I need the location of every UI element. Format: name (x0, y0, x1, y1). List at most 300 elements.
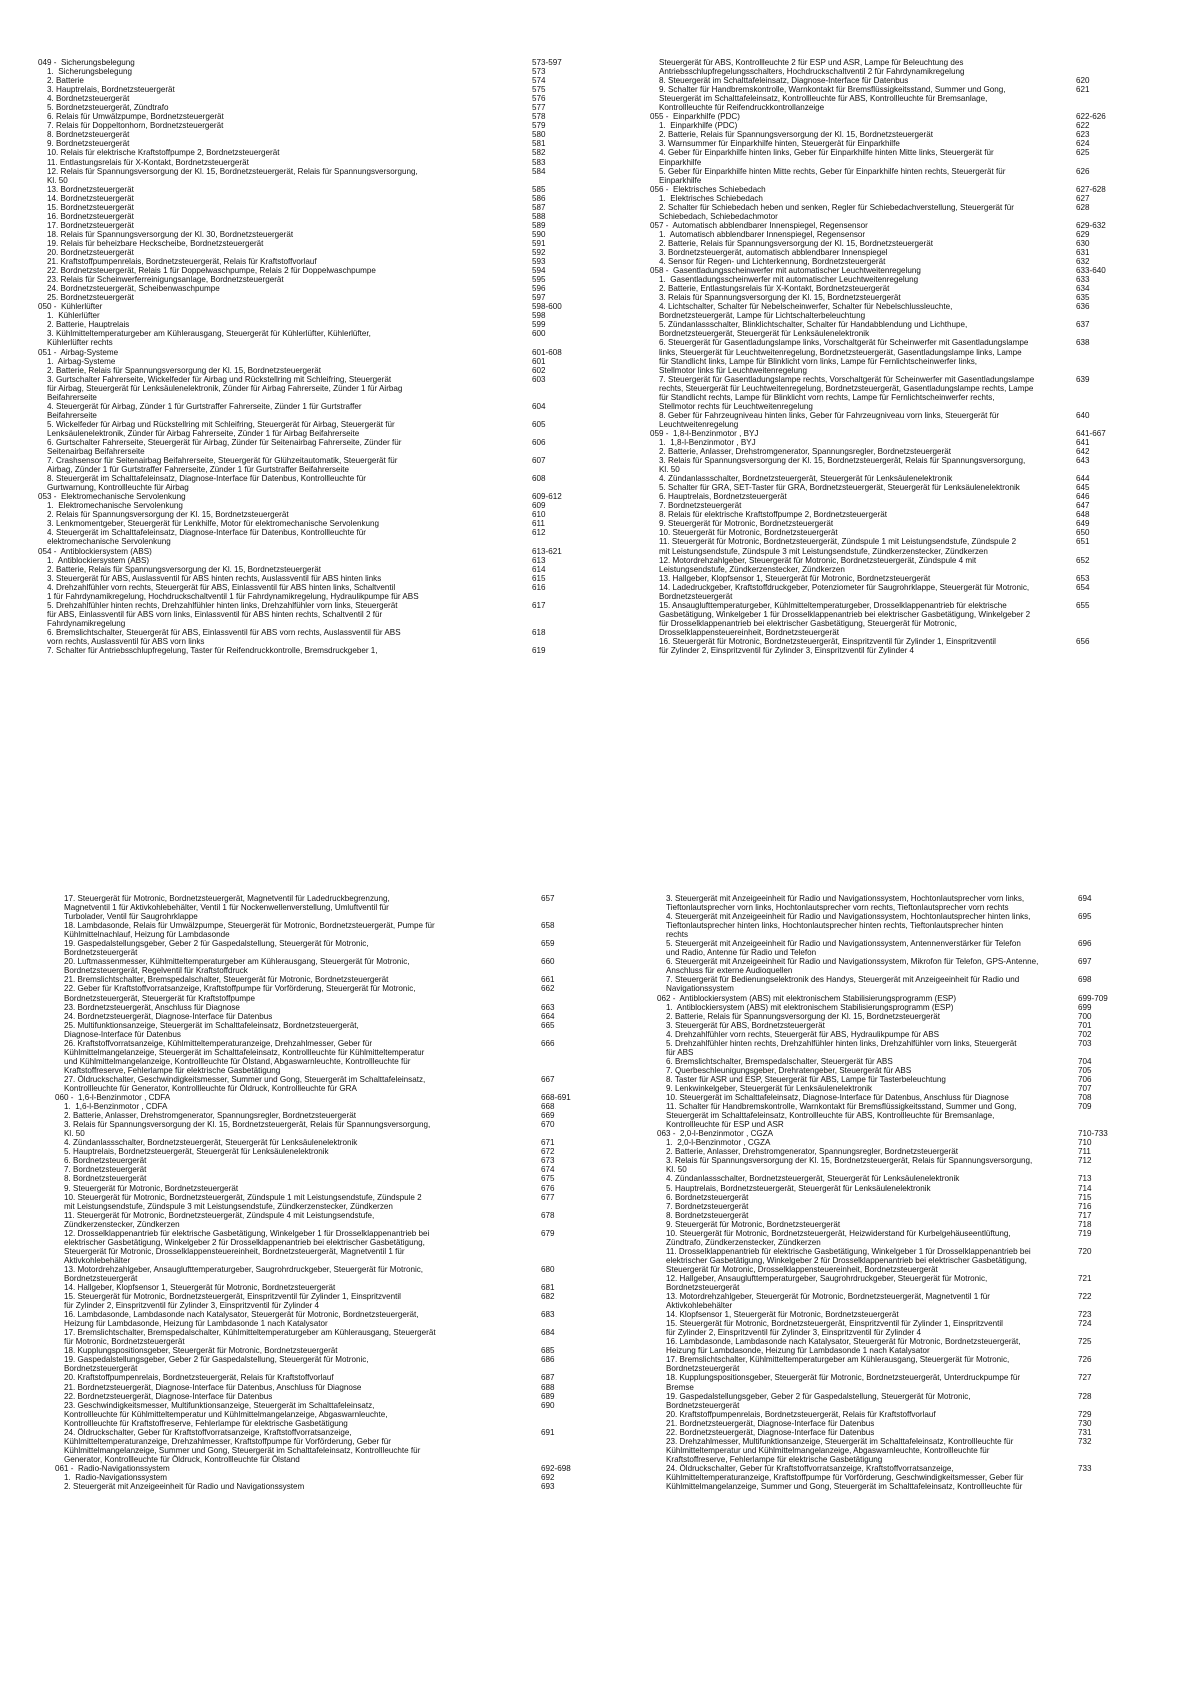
toc-entry (657, 1464, 1132, 1491)
toc-section-entry (657, 1129, 1132, 1138)
toc-entry-page: 695 (1078, 912, 1092, 922)
toc-entry (38, 221, 586, 230)
toc-section-entry (38, 348, 586, 357)
toc-entry-page: 633-640 (1076, 266, 1106, 276)
toc-entry-page: 602 (532, 365, 546, 375)
toc-entry-title: 2. Batterie, Anlasser, Drehstromgenerator, Spannungsregler, Bordnetzsteuergerät (650, 447, 951, 457)
toc-entry-title: 6. Steuergerät mit Anzeigeeinheit für Radio und Navigationssystem, Mikrofon für Telefon, GPS-Antenne, Anschluss für externe Audioquellen (666, 957, 1039, 976)
toc-entry (38, 121, 586, 130)
toc-entry (55, 1428, 595, 1464)
toc-entry-page: 641-667 (1076, 428, 1106, 438)
toc-entry-title: 4. Zündanlassschalter, Bordnetzsteuergerät, Steuergerät für Lenksäulenelektronik (650, 474, 953, 484)
toc-entry-page: 727 (1078, 1373, 1092, 1383)
toc-entry-title: 6. Bremslichtschalter, Bremspedalschalter, Steuergerät für ABS (657, 1056, 893, 1066)
toc-entry-title: 19. Gaspedalstellungsgeber, Geber 2 für Gaspedalstellung, Steuergerät für Motronic, Bordnetzsteuergerät (64, 1355, 369, 1374)
toc-entry-title: 063 - 2,0-l-Benzinmotor , CGZA (657, 1129, 774, 1139)
toc-entry (38, 76, 586, 85)
toc-entry-page: 698 (1078, 975, 1092, 985)
toc-entry-title: 21. Bordnetzsteuergerät, Diagnose-Interface für Datenbus, Anschluss für Diagnose (55, 1382, 362, 1392)
toc-entry-page: 663 (541, 1002, 555, 1012)
toc-entry-title: 2. Relais für Spannungsversorgung der Kl. 15, Bordnetzsteuergerät (38, 510, 289, 520)
toc-entry (657, 1229, 1132, 1247)
toc-entry (650, 456, 1130, 474)
toc-entry-page: 634 (1076, 284, 1090, 294)
toc-entry-title: 6. Steuergerät für Gasentladungslampe links, Vorschaltgerät für Scheinwerfer mit Gasentladungslampe links, Steuergerät für Leuchtweitenregelung, Bordnetzsteuergerät, Gasentladungslampe links, Lampe für Standlicht links, Lampe für Blinklicht vorn links, Lampe für Fernlichtscheinwerfer links, Stellmotor links für Leuchtweitenregelung (659, 338, 1029, 375)
toc-entry-page: 598-600 (532, 302, 562, 312)
toc-entry-page: 706 (1078, 1074, 1092, 1084)
toc-entry (55, 975, 595, 984)
toc-entry-title: 7. Crashsensor für Seitenairbag Beifahrerseite, Steuergerät für Glühzeitautomatik, Steuergerät für Airbag, Zünder 1 für Gurtstraffer Fahrerseite, Zünder 1 für Gurtstraffer Beifahrerseite (47, 456, 398, 475)
toc-entry-title: 3. Steuergerät für ABS, Auslassventil für ABS hinten rechts, Auslassventil für ABS hinten links (38, 573, 382, 583)
toc-entry-title: 18. Relais für Spannungsversorgung der Kl. 30, Bordnetzsteuergerät (38, 229, 294, 239)
toc-entry (657, 1138, 1132, 1147)
toc-entry (38, 212, 586, 221)
toc-entry (55, 1328, 595, 1346)
toc-entry (55, 1193, 595, 1211)
toc-entry (55, 1156, 595, 1165)
toc-entry (55, 1012, 595, 1021)
toc-entry (38, 130, 586, 139)
toc-entry (657, 939, 1132, 957)
toc-entry-page: 709 (1078, 1102, 1092, 1112)
toc-entry (650, 248, 1130, 257)
toc-entry-page: 732 (1078, 1436, 1092, 1446)
toc-entry (650, 492, 1130, 501)
toc-entry-title: 2. Batterie, Relais für Spannungsversorgung der Kl. 15, Bordnetzsteuergerät (650, 130, 933, 140)
toc-entry-title: 26. Kraftstoffvorratsanzeige, Kühlmitteltemperaturanzeige, Drehzahlmesser, Geber für Kühlmittelmangelanzeige, Steuergerät im Schalttafeleinsatz, Kontrollleuchte für Kühlmitteltemperatur und Kühlmittelmangelanzeige, Kontrollleuchte für Ölstand, Abgaswarnleuchte, Kontrollleuchte für Kraftstoffreserve, Fehlerlampe für elektrische Gasbetätigung (64, 1038, 425, 1075)
toc-entry-title: 2. Batterie, Anlasser, Drehstromgenerator, Spannungsregler, Bordnetzsteuergerät (657, 1147, 958, 1157)
toc-entry-page: 583 (532, 157, 546, 167)
toc-entry-title: 10. Steuergerät für Motronic, Bordnetzsteuergerät (650, 528, 838, 538)
toc-entry (38, 556, 586, 565)
toc-entry (657, 1093, 1132, 1102)
toc-entry-title: 16. Lambdasonde, Lambdasonde nach Katalysator, Steuergerät für Motronic, Bordnetzsteuergerät, Heizung für Lambdasonde, Heizung für Lambdasonde 1 nach Katalysator (666, 1337, 1021, 1356)
toc-entry-title: 049 - Sicherungsbelegung (38, 58, 135, 67)
toc-entry-title: 18. Kupplungspositionsgeber, Steuergerät für Motronic, Bordnetzsteuergerät (55, 1346, 338, 1356)
toc-entry-title: 2. Batterie, Relais für Spannungsversorgung der Kl. 15, Bordnetzsteuergerät (38, 564, 321, 574)
toc-entry-title: 20. Kraftstoffpumpenrelais, Bordnetzsteuergerät, Relais für Kraftstoffvorlauf (55, 1373, 334, 1383)
toc-entry-title: 1. Automatisch abblendbarer Innenspiegel, Regensensor (650, 229, 866, 239)
toc-entry-page: 643 (1076, 456, 1090, 466)
toc-entry-title: 8. Bordnetzsteuergerät (38, 130, 130, 140)
toc-entry-page: 661 (541, 975, 555, 985)
toc-entry (657, 1319, 1132, 1337)
toc-entry-title: 5. Steuergerät mit Anzeigeeinheit für Radio und Navigationssystem, Antennenverstärker für Telefon und Radio, Antenne für Radio und Telefon (666, 939, 1021, 958)
toc-column-bottom-left (55, 894, 595, 1491)
toc-entry-title: 11. Steuergerät für Motronic, Bordnetzsteuergerät, Zündspule 1 mit Leistungsendstufe, Zündspule 2 mit Leistungsendstufe, Zündspule 3 mit Leistungsendstufe, Zündkerzenstecker, Zündkerzen (659, 537, 1017, 556)
toc-entry (55, 1039, 595, 1075)
toc-entry-page: 586 (532, 193, 546, 203)
toc-entry (38, 501, 586, 510)
toc-entry (657, 1012, 1132, 1021)
toc-entry-title: 13. Hallgeber, Klopfsensor 1, Steuergerät für Motronic, Bordnetzsteuergerät (650, 573, 931, 583)
toc-entry-page: 573-597 (532, 58, 562, 67)
toc-entry-title: 3. Kühlmitteltemperaturgeber am Kühlerausgang, Steuergerät für Kühlerlüfter, Kühlerlüfter, Kühlerlüfter rechts (47, 329, 371, 348)
toc-entry-page: 689 (541, 1391, 555, 1401)
toc-entry-page: 640 (1076, 410, 1090, 420)
toc-entry-title: 3. Warnsummer für Einparkhilfe hinten, Steuergerät für Einparkhilfe (650, 139, 900, 149)
toc-entry-page: 629-632 (1076, 220, 1106, 230)
toc-entry (38, 167, 586, 185)
toc-entry (657, 1057, 1132, 1066)
toc-entry (55, 1482, 595, 1491)
toc-entry-page: 638 (1076, 338, 1090, 348)
toc-entry (650, 320, 1130, 338)
toc-entry-page: 650 (1076, 528, 1090, 538)
toc-entry-title: 22. Bordnetzsteuergerät, Diagnose-Interface für Datenbus (657, 1427, 875, 1437)
toc-entry-page: 718 (1078, 1219, 1092, 1229)
toc-entry (650, 601, 1130, 637)
toc-entry-title: 2. Schalter für Schiebedach heben und senken, Regler für Schiebedachverstellung, Steuergerät für Schiebedach, Schiebedachmotor (659, 202, 1014, 221)
toc-entry-page: 592 (532, 247, 546, 257)
toc-entry-page: 612 (532, 528, 546, 538)
toc-entry (55, 1120, 595, 1138)
toc-entry-page: 631 (1076, 247, 1090, 257)
toc-entry-title: 14. Hallgeber, Klopfsensor 1, Steuergerät für Motronic, Bordnetzsteuergerät (55, 1283, 336, 1293)
toc-entry-title: 050 - Kühlerlüfter (38, 302, 103, 312)
toc-entry (55, 1111, 595, 1120)
toc-entry-title: 6. Bordnetzsteuergerät (55, 1156, 147, 1166)
toc-entry (657, 1021, 1132, 1030)
toc-entry (657, 1202, 1132, 1211)
toc-entry-page: 616 (532, 582, 546, 592)
toc-section-entry (650, 221, 1130, 230)
toc-entry (657, 1184, 1132, 1193)
toc-entry-page: 696 (1078, 939, 1092, 949)
toc-entry-page: 668-691 (541, 1093, 571, 1103)
toc-entry-page: 703 (1078, 1038, 1092, 1048)
toc-entry-title: 14. Klopfsensor 1, Steuergerät für Motronic, Bordnetzsteuergerät (657, 1310, 899, 1320)
toc-entry-title: 8. Bordnetzsteuergerät (55, 1174, 147, 1184)
toc-entry-page: 645 (1076, 483, 1090, 493)
toc-entry-page: 625 (1076, 148, 1090, 158)
toc-entry (55, 1184, 595, 1193)
toc-entry-title: 5. Hauptrelais, Bordnetzsteuergerät, Steuergerät für Lenksäulenelektronik (55, 1147, 329, 1157)
toc-entry (657, 1392, 1132, 1410)
toc-entry-page: 636 (1076, 302, 1090, 312)
toc-entry (38, 139, 586, 148)
toc-entry (38, 239, 586, 248)
toc-entry-page: 622-626 (1076, 112, 1106, 122)
toc-entry (38, 628, 586, 646)
toc-entry (650, 474, 1130, 483)
toc-column-top-left (38, 58, 586, 655)
toc-entry-title: 16. Bordnetzsteuergerät (38, 211, 134, 221)
toc-entry-title: 061 - Radio-Navigationssystem (55, 1463, 170, 1473)
toc-entry (657, 1274, 1132, 1292)
toc-entry-page: 610 (532, 510, 546, 520)
toc-entry (657, 1174, 1132, 1183)
toc-entry (55, 1003, 595, 1012)
toc-entry-title: 1. Elektrisches Schiebedach (650, 193, 763, 203)
toc-entry-page: 693 (541, 1482, 555, 1492)
toc-entry-page: 678 (541, 1210, 555, 1220)
toc-entry-title: 2. Steuergerät mit Anzeigeeinheit für Radio und Navigationssystem (55, 1482, 305, 1492)
toc-entry (657, 1337, 1132, 1355)
toc-entry-page: 715 (1078, 1192, 1092, 1202)
toc-entry-page: 685 (541, 1346, 555, 1356)
toc-entry-page: 677 (541, 1192, 555, 1202)
toc-entry-page: 674 (541, 1165, 555, 1175)
toc-entry-title: 055 - Einparkhilfe (PDC) (650, 112, 740, 122)
toc-entry-page: 692-698 (541, 1463, 571, 1473)
toc-entry-page: 662 (541, 984, 555, 994)
toc-entry-page: 613 (532, 555, 546, 565)
toc-entry (650, 375, 1130, 411)
toc-entry (650, 583, 1130, 601)
toc-entry-title: 20. Kraftstoffpumpenrelais, Bordnetzsteuergerät, Relais für Kraftstoffvorlauf (657, 1409, 936, 1419)
toc-entry (38, 474, 586, 492)
toc-entry-title: 3. Relais für Spannungsversorgung der Kl. 15, Bordnetzsteuergerät, Relais für Spannungsversorgung, Kl. 50 (666, 1156, 1033, 1175)
toc-entry-title: 19. Gaspedalstellungsgeber, Geber 2 für Gaspedalstellung, Steuergerät für Motronic, Bordnetzsteuergerät (64, 939, 369, 958)
toc-entry-title: 1. Airbag-Systeme (38, 356, 116, 366)
toc-entry-title: 23. Bordnetzsteuergerät, Anschluss für Diagnose (55, 1002, 240, 1012)
toc-entry-title: 11. Entlastungsrelais für X-Kontakt, Bordnetzsteuergerät (38, 157, 249, 167)
toc-entry-page: 675 (541, 1174, 555, 1184)
toc-entry-page: 679 (541, 1228, 555, 1238)
toc-entry-page: 609-612 (532, 492, 562, 502)
toc-entry-title: 7. Schalter für Antriebsschlupfregelung, Taster für Reifendruckkontrolle, Bremsdruckgeber 1, (38, 646, 378, 656)
toc-entry-page: 576 (532, 94, 546, 104)
toc-entry-title: 3. Lenkmomentgeber, Steuergerät für Lenkhilfe, Motor für elektromechanische Servolenkung (38, 519, 380, 529)
toc-entry-page: 733 (1078, 1463, 1092, 1473)
toc-entry (38, 375, 586, 402)
toc-entry (55, 1355, 595, 1373)
toc-entry (650, 637, 1130, 655)
toc-entry (55, 1138, 595, 1147)
toc-entry-page: 601 (532, 356, 546, 366)
toc-entry-title: 4. Steuergerät im Schalttafeleinsatz, Diagnose-Interface für Datenbus, Kontrollleuchte für elektromechanische Servolenkung (47, 528, 366, 547)
toc-section-entry (657, 994, 1132, 1003)
toc-entry-title: 24. Öldruckschalter, Geber für Kraftstoffvorratsanzeige, Kraftstoffvorratsanzeige, Kühlmitteltemperaturanzeige, Drehzahlmesser, Kraftstoffpumpe für Vorförderung, Geber für Kühlmittelmangelanzeige, Summer und Gong, Steuergerät im Schalttafeleinsatz, Kontrollleuchte für Generator, Kontrollleuchte für Öldruck, Kontrollleuchte für Ölstand (64, 1427, 421, 1464)
toc-section-entry (650, 429, 1130, 438)
toc-entry-page: 699 (1078, 1002, 1092, 1012)
toc-entry (55, 1401, 595, 1428)
toc-entry (650, 510, 1130, 519)
toc-entry-page: 710 (1078, 1138, 1092, 1148)
toc-entry (38, 357, 586, 366)
toc-entry (657, 1410, 1132, 1419)
toc-entry-title: 16. Lambdasonde, Lambdasonde nach Katalysator, Steuergerät für Motronic, Bordnetzsteuergerät, Heizung für Lambdasonde, Heizung für Lambdasonde 1 nach Katalysator (64, 1310, 419, 1329)
toc-entry-title: 2. Batterie, Hauptrelais (38, 320, 130, 330)
toc-entry-page: 671 (541, 1138, 555, 1148)
toc-entry (38, 67, 586, 76)
toc-entry (55, 1346, 595, 1355)
toc-entry-page: 613-621 (532, 546, 562, 556)
toc-entry-page: 627-628 (1076, 184, 1106, 194)
toc-entry-title: 1. Gasentladungsscheinwerfer mit automatischer Leuchtweitenregelung (650, 275, 919, 285)
toc-entry (55, 1102, 595, 1111)
toc-entry-page: 700 (1078, 1011, 1092, 1021)
toc-entry-page: 639 (1076, 374, 1090, 384)
toc-entry-title: 5. Geber für Einparkhilfe hinten Mitte rechts, Geber für Einparkhilfe hinten rechts, Steuergerät für Einparkhilfe (659, 166, 1006, 185)
toc-entry-title: 15. Steuergerät für Motronic, Bordnetzsteuergerät, Einspritzventil für Zylinder 1, Einspritzventil für Zylinder 2, Einspritzventil für Zylinder 3, Einspritzventil für Zylinder 4 (64, 1292, 401, 1311)
toc-entry-page: 667 (541, 1074, 555, 1084)
toc-entry (650, 293, 1130, 302)
toc-entry-page: 605 (532, 419, 546, 429)
toc-entry-title: 8. Bordnetzsteuergerät (657, 1210, 749, 1220)
toc-entry-page: 646 (1076, 492, 1090, 502)
toc-entry-title: 7. Steuergerät für Bedienungselektronik des Handys, Steuergerät mit Anzeigeeinheit für Radio und Navigationssystem (666, 975, 1020, 994)
toc-entry (657, 1310, 1132, 1319)
toc-entry-title: 7. Querbeschleunigungsgeber, Drehratengeber, Steuergerät für ABS (657, 1065, 912, 1075)
toc-entry-page: 628 (1076, 202, 1090, 212)
toc-entry-page: 611 (532, 519, 545, 529)
toc-entry-page: 730 (1078, 1418, 1092, 1428)
toc-entry (38, 456, 586, 474)
toc-entry (650, 239, 1130, 248)
toc-entry-title: 3. Steuergerät für ABS, Bordnetzsteuergerät (657, 1020, 825, 1030)
toc-entry (657, 1147, 1132, 1156)
toc-entry (38, 85, 586, 94)
toc-section-entry (650, 266, 1130, 275)
toc-entry (650, 85, 1130, 112)
toc-entry (55, 957, 595, 975)
toc-entry-page: 712 (1078, 1156, 1092, 1166)
toc-entry-page: 580 (532, 130, 546, 140)
toc-entry-page: 598 (532, 311, 546, 321)
toc-entry-page: 624 (1076, 139, 1090, 149)
toc-entry-page: 684 (541, 1328, 555, 1338)
toc-entry-title: 9. Steuergerät für Motronic, Bordnetzsteuergerät (650, 519, 834, 529)
toc-entry-page: 691 (541, 1427, 555, 1437)
toc-entry-title: 5. Wickelfeder für Airbag und Rückstellring mit Schleifring, Steuergerät für Airbag, Steuergerät für Lenksäulenelektronik, Zünder für Airbag Fahrerseite, Zünder 1 für Airbag Beifahrerseite (47, 419, 395, 438)
toc-entry-page: 720 (1078, 1246, 1092, 1256)
toc-entry-title: 12. Motordrehzahlgeber, Steuergerät für Motronic, Bordnetzsteuergerät, Zündspule 4 mit Leistungsendstufe, Zündkerzenstecker, Zündkerzen (659, 555, 977, 574)
toc-entry-page: 579 (532, 121, 546, 131)
toc-entry-title: 15. Ansauglufttemperaturgeber, Kühlmitteltemperaturgeber, Drosselklappenantrieb für elektrische Gasbetätigung, Winkelgeber 1 für Drosselklappenantrieb bei elektrischer Gasbetätigung, Winkelgeber 2 für Drosselklappenantrieb bei elektrischer Gasbetätigung, Steuergerät für Motronic, Drosselklappensteuereinheit, Bordnetzsteuergerät (659, 600, 1031, 637)
toc-entry (55, 1075, 595, 1093)
toc-entry-page: 627 (1076, 193, 1090, 203)
toc-entry-page: 621 (1076, 85, 1090, 95)
toc-entry-title: 4. Zündanlassschalter, Bordnetzsteuergerät, Steuergerät für Lenksäulenelektronik (55, 1138, 358, 1148)
toc-entry-title: 7. Bordnetzsteuergerät (657, 1201, 749, 1211)
toc-entry (657, 1193, 1132, 1202)
toc-entry-page: 591 (532, 238, 546, 248)
toc-entry-title: 1. Radio-Navigationssystem (55, 1473, 168, 1482)
toc-entry-title: 5. Bordnetzsteuergerät, Zündtrafo (38, 103, 169, 113)
toc-entry-title: 053 - Elektromechanische Servolenkung (38, 492, 186, 502)
toc-entry-page: 729 (1078, 1409, 1092, 1419)
toc-entry (55, 1392, 595, 1401)
toc-entry-page: 617 (532, 600, 546, 610)
toc-entry-page: 630 (1076, 238, 1090, 248)
toc-entry-page: 704 (1078, 1056, 1092, 1066)
toc-entry-page: 680 (541, 1264, 555, 1274)
toc-entry-page: 609 (532, 501, 546, 511)
toc-entry (38, 438, 586, 456)
toc-entry-page: 600 (532, 329, 546, 339)
toc-entry (38, 646, 586, 655)
toc-entry-title: 19. Gaspedalstellungsgeber, Geber 2 für Gaspedalstellung, Steuergerät für Motronic, Bordnetzsteuergerät (666, 1391, 971, 1410)
toc-entry-page: 657 (541, 894, 555, 903)
toc-entry-page: 697 (1078, 957, 1092, 967)
toc-entry (650, 574, 1130, 583)
toc-entry (55, 1021, 595, 1039)
toc-entry (55, 984, 595, 1002)
toc-entry-page: 606 (532, 437, 546, 447)
toc-entry-title: 1. Elektromechanische Servolenkung (38, 501, 183, 511)
toc-entry (38, 248, 586, 257)
toc-entry-page: 593 (532, 257, 546, 267)
toc-entry-page: 578 (532, 112, 546, 122)
toc-section-entry (650, 185, 1130, 194)
toc-entry-title: 10. Steuergerät für Motronic, Bordnetzsteuergerät, Zündspule 1 mit Leistungsendstufe, Zündspule 2 mit Leistungsendstufe, Zündspule 3 mit Leistungsendstufe, Zündkerzenstecker, Zündkerzen (64, 1192, 422, 1211)
toc-entry-title: 2. Batterie, Anlasser, Drehstromgenerator, Spannungsregler, Bordnetzsteuergerät (55, 1111, 356, 1121)
toc-entry-title: 4. Sensor für Regen- und Lichterkennung, Bordnetzsteuergerät (650, 257, 886, 267)
toc-entry (650, 139, 1130, 148)
toc-entry (55, 1373, 595, 1382)
toc-entry-page: 588 (532, 211, 546, 221)
toc-entry-title: 8. Geber für Fahrzeugniveau hinten links, Geber für Fahrzeugniveau vorn links, Steuergerät für Leuchtweitenregelung (659, 410, 1000, 429)
toc-entry-page: 714 (1078, 1183, 1092, 1193)
toc-entry-page: 705 (1078, 1065, 1092, 1075)
toc-entry-title: 054 - Antiblockiersystem (ABS) (38, 546, 152, 556)
toc-entry-page: 707 (1078, 1083, 1092, 1093)
toc-entry (657, 1437, 1132, 1464)
toc-entry-title: 23. Geschwindigkeitsmesser, Multifunktionsanzeige, Steuergerät im Schalttafeleinsatz, Kontrollleuchte für Kühlmitteltemperatur und Kühlmittelmangelanzeige, Abgaswarnleuchte, Kontrollleuchte für Kraftstoffreserve, Fehlerlampe für elektrische Gasbetätigung (64, 1400, 388, 1428)
toc-entry (38, 510, 586, 519)
toc-entry (657, 1003, 1132, 1012)
toc-entry-page: 716 (1078, 1201, 1092, 1211)
toc-entry-title: 22. Geber für Kraftstoffvorratsanzeige, Kraftstoffpumpe für Vorförderung, Steuergerät für Motronic, Bordnetzsteuergerät, Steuergerät für Kraftstoffpumpe (64, 984, 416, 1003)
toc-entry-page: 647 (1076, 501, 1090, 511)
toc-entry-page: 681 (541, 1283, 555, 1293)
toc-entry (650, 556, 1130, 574)
toc-entry-title: 15. Steuergerät für Motronic, Bordnetzsteuergerät, Einspritzventil für Zylinder 1, Einspritzventil für Zylinder 2, Einspritzventil für Zylinder 3, Einspritzventil für Zylinder 4 (666, 1319, 1003, 1338)
toc-entry-page: 635 (1076, 293, 1090, 303)
toc-entry-page: 682 (541, 1292, 555, 1302)
toc-entry-title: 2. Batterie, Entlastungsrelais für X-Kontakt, Bordnetzsteuergerät (650, 284, 890, 294)
toc-entry-title: 21. Bordnetzsteuergerät, Diagnose-Interface für Datenbus (657, 1418, 875, 1428)
toc-entry-page: 654 (1076, 582, 1090, 592)
toc-entry-title: 3. Hauptrelais, Bordnetzsteuergerät (38, 85, 175, 95)
toc-column-bottom-right (657, 894, 1132, 1491)
toc-entry-page: 669 (541, 1111, 555, 1121)
toc-entry (650, 501, 1130, 510)
toc-entry (657, 1419, 1132, 1428)
toc-entry-page: 608 (532, 474, 546, 484)
toc-entry (657, 1066, 1132, 1075)
toc-entry-page: 603 (532, 374, 546, 384)
toc-entry-page: 724 (1078, 1319, 1092, 1329)
toc-entry-page: 597 (532, 293, 546, 303)
toc-entry-title: 17. Steuergerät für Motronic, Bordnetzsteuergerät, Magnetventil für Ladedruckbegrenzung, Magnetventil 1 für Aktivkohlebehälter, Ventil 1 für Nockenwellenverstellung, Umluftventil für Turbolader, Ventil für Saugrohrklappe (64, 894, 390, 922)
toc-entry-title: 15. Bordnetzsteuergerät (38, 202, 134, 212)
toc-entry (38, 266, 586, 275)
toc-entry (55, 1174, 595, 1183)
toc-entry-title: 6. Bremslichtschalter, Steuergerät für ABS, Einlassventil für ABS vorn rechts, Auslassventil für ABS vorn rechts, Auslassventil für ABS vorn links (47, 627, 401, 646)
toc-entry-page: 633 (1076, 275, 1090, 285)
toc-entry-title: 20. Luftmassenmesser, Kühlmitteltemperaturgeber am Kühlerausgang, Steuergerät für Motronic, Bordnetzsteuergerät, Regelventil für Kraftstoffdruck (64, 957, 410, 976)
toc-entry-page: 688 (541, 1382, 555, 1392)
toc-entry-title: 3. Bordnetzsteuergerät, automatisch abblendbarer Innenspiegel (650, 247, 888, 257)
toc-entry-page: 577 (532, 103, 546, 113)
toc-entry-title: 9. Lenkwinkelgeber, Steuergerät für Lenksäulenelektronik (657, 1083, 873, 1093)
toc-entry-title: 13. Bordnetzsteuergerät (38, 184, 134, 194)
toc-entry-title: 13. Motordrehzahlgeber, Steuergerät für Motronic, Bordnetzsteuergerät, Magnetventil 1 für Aktivkohlebehälter (666, 1292, 990, 1311)
toc-entry (650, 230, 1130, 239)
toc-entry (55, 1165, 595, 1174)
toc-entry-title: 9. Bordnetzsteuergerät (38, 139, 130, 149)
toc-entry-title: 17. Bremslichtschalter, Kühlmitteltemperaturgeber am Kühlerausgang, Steuergerät für Motronic, Bordnetzsteuergerät (666, 1355, 1010, 1374)
toc-entry (55, 1265, 595, 1283)
toc-entry-page: 673 (541, 1156, 555, 1166)
toc-entry-title: 7. Steuergerät für Gasentladungslampe rechts, Vorschaltgerät für Scheinwerfer mit Gasentladungslampe rechts, Steuergerät für Leuchtweitenregelung, Bordnetzsteuergerät, Gasentladungslampe rechts, Lampe für Standlicht rechts, Lampe für Blinklicht vorn rechts, Lampe für Fernlichtscheinwerfer rechts, Stellmotor rechts für Leuchtweitenregelung (659, 374, 1035, 411)
toc-entry (38, 583, 586, 601)
toc-entry (657, 1102, 1132, 1129)
toc-entry (38, 519, 586, 528)
